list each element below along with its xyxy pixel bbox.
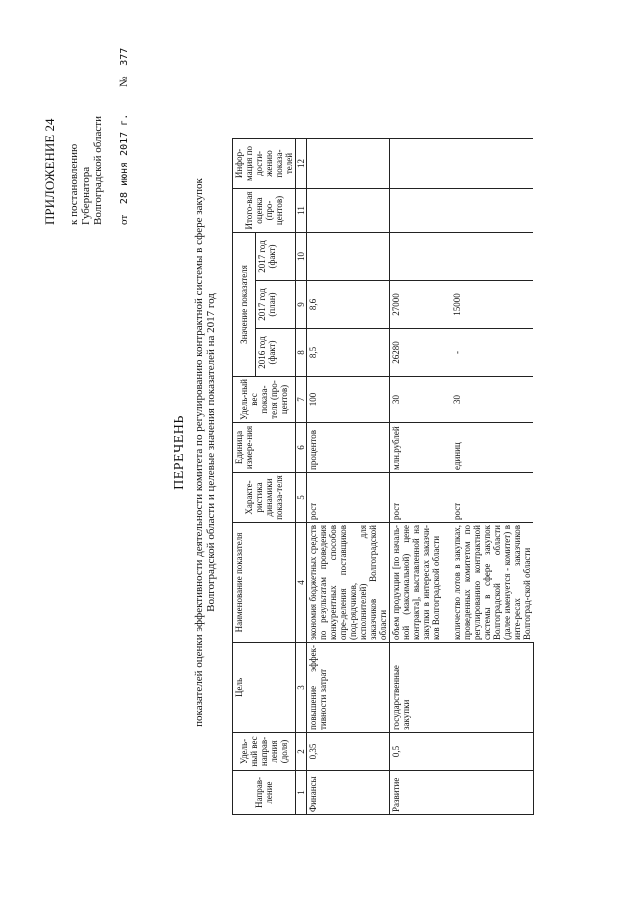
cell-total [451, 189, 533, 233]
cell-goal: повышение эффек-тивности затрат [307, 643, 390, 733]
column-number: 8 [296, 329, 307, 377]
col-direction-weight: Удель-ный вес направ-ления (доля) [233, 733, 296, 771]
title-line-2: Волгоградской области и целевые значения показателей на 2017 год [205, 293, 217, 612]
column-number: 1 [296, 771, 307, 815]
date-value: 28 июня 2017 г. [119, 113, 130, 205]
cell-2017-plan: 27000 [390, 281, 452, 329]
cell-2016: - [451, 329, 533, 377]
cell-unit: единиц [451, 423, 533, 473]
col-unit: Единица измере-ния [233, 423, 296, 473]
cell-dynamics: рост [307, 473, 390, 523]
cell-info [307, 139, 390, 189]
col-value-group: Значение показателя [233, 233, 256, 377]
col-dynamics: Характе-ристика динамики показа-теля [233, 473, 296, 523]
header-row-1 [233, 139, 256, 815]
column-number: 7 [296, 377, 307, 423]
cell-total [307, 189, 390, 233]
cell-2017-plan: 8,6 [307, 281, 390, 329]
cell-2017-fact [390, 233, 452, 281]
col-direction: Направ-ление [233, 771, 296, 815]
col-info: Инфор-мация по дости-жению показа-телей [233, 139, 296, 189]
table-row [390, 139, 452, 815]
cell-2017-fact [307, 233, 390, 281]
col-indicator-weight: Удель-ный вес показа-теля (про-центов) [233, 377, 296, 423]
col-2016-fact: 2016 год (факт) [255, 329, 295, 377]
date-prefix: от [118, 214, 130, 225]
cell-2016: 26280 [390, 329, 452, 377]
column-number: 2 [296, 733, 307, 771]
cell-weight: 30 [390, 377, 452, 423]
cell-weight: 100 [307, 377, 390, 423]
column-number: 6 [296, 423, 307, 473]
cell-weight: 30 [451, 377, 533, 423]
appendix-label: ПРИЛОЖЕНИЕ 24 [42, 118, 57, 225]
decree-date-line [118, 48, 131, 225]
cell-direction: Финансы [307, 771, 390, 815]
column-number: 3 [296, 643, 307, 733]
column-numbers-row [296, 139, 307, 815]
cell-2017-plan: 15000 [451, 281, 533, 329]
cell-goal: государственные закупки [390, 643, 534, 733]
decree-header [44, 48, 131, 225]
cell-unit: млн.рублей [390, 423, 452, 473]
column-number: 4 [296, 523, 307, 643]
column-number: 9 [296, 281, 307, 329]
col-indicator-name: Наименование показателя [233, 523, 296, 643]
cell-dynamics: рост [390, 473, 452, 523]
col-total: Итого-вая оценка (про-центов) [233, 189, 296, 233]
number-prefix: № [118, 76, 130, 88]
cell-direction-weight: 0,35 [307, 733, 390, 771]
title-line-1: показателей оценки эффективности деятельности комитета по регулированию контрактной системы в сфере закупок [193, 178, 205, 727]
cell-indicator: объем продукции [по началь-ной (максимальной) цене контракта], выставленной на закупки в интересах заказчи-ков Волгоградской области [390, 523, 452, 643]
cell-2016: 8,5 [307, 329, 390, 377]
indicators-table [232, 138, 534, 815]
col-2017-fact: 2017 год (факт) [255, 233, 295, 281]
cell-info [451, 139, 533, 189]
column-number: 11 [296, 189, 307, 233]
document-title [172, 0, 217, 905]
cell-indicator: количество лотов в закупках, проведенных комитетом по регулированию контрактной системы в сфере закупок Волгоградской области (далее именуется - комитет) в инте-ресах заказчиков Волгоград-ской области [451, 523, 533, 643]
title-heading: ПЕРЕЧЕНЬ [172, 415, 187, 490]
cell-direction-weight: 0,5 [390, 733, 534, 771]
cell-indicator: экономия бюджетных средств по результатам проведения конкурентных способов опре-деления поставщиков (под-рядчиков, исполнителей) для заказчиков Волгоградской области [307, 523, 390, 643]
decree-line-3: Волгоградской области [92, 116, 104, 225]
table-row [307, 139, 390, 815]
col-goal: Цель [233, 643, 296, 733]
cell-unit: процентов [307, 423, 390, 473]
col-2017-plan: 2017 год (план) [255, 281, 295, 329]
cell-2017-fact [451, 233, 533, 281]
column-number: 12 [296, 139, 307, 189]
cell-info [390, 139, 452, 189]
number-value: 377 [119, 47, 130, 66]
decree-line-1: к постановлению [68, 143, 80, 225]
cell-total [390, 189, 452, 233]
column-number: 10 [296, 233, 307, 281]
column-number: 5 [296, 473, 307, 523]
cell-direction: Развитие [390, 771, 534, 815]
decree-line-2: Губернатора [80, 166, 92, 225]
cell-dynamics: рост [451, 473, 533, 523]
